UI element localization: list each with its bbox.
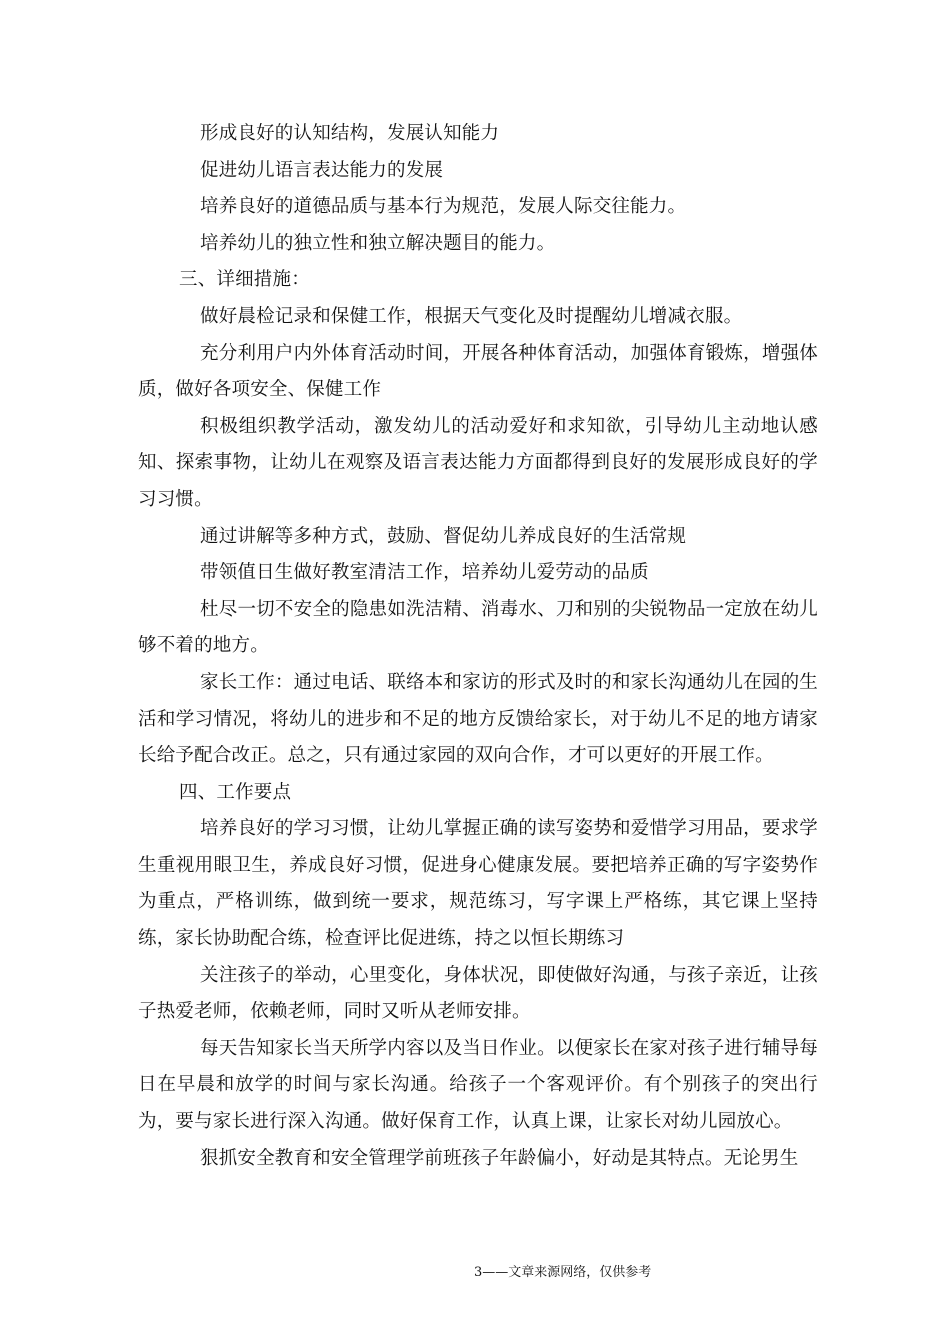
body-paragraph: 充分利用户内外体育活动时间，开展各种体育活动，加强体育锻炼，增强体质，做好各项安全、保健工作 [138, 342, 818, 401]
body-paragraph: 每天告知家长当天所学内容以及当日作业。以便家长在家对孩子进行辅导每日在早晨和放学的时间与家长沟通。给孩子一个客观评价。有个别孩子的突出行为，要与家长进行深入沟通。做好保育工作，认真上课，让家长对幼儿园放心。 [138, 1037, 818, 1133]
body-paragraph: 培养幼儿的独立性和独立解决题目的能力。 [200, 232, 556, 254]
body-paragraph: 杜尽一切不安全的隐患如洗洁精、消毒水、刀和别的尖锐物品一定放在幼儿够不着的地方。 [138, 598, 818, 657]
body-paragraph: 培养良好的道德品质与基本行为规范，发展人际交往能力。 [200, 196, 687, 218]
body-paragraph: 通过讲解等多种方式，鼓励、督促幼儿养成良好的生活常规 [200, 525, 687, 547]
section-heading: 三、详细措施： [179, 269, 310, 291]
body-paragraph: 家长工作：通过电话、联络本和家访的形式及时的和家长沟通幼儿在园的生活和学习情况，将幼儿的进步和不足的地方反馈给家长，对于幼儿不足的地方请家长给予配合改正。总之，只有通过家园的双向合作，才可以更好的开展工作。 [138, 671, 818, 767]
body-paragraph: 形成良好的认知结构，发展认知能力 [200, 123, 500, 144]
section-heading: 四、工作要点 [179, 781, 292, 803]
body-paragraph: 做好晨检记录和保健工作，根据天气变化及时提醒幼儿增减衣服。 [200, 305, 743, 327]
body-paragraph: 培养良好的学习习惯，让幼儿掌握正确的读写姿势和爱惜学习用品，要求学生重视用眼卫生，养成良好习惯，促进身心健康发展。要把培养正确的写字姿势作为重点，严格训练，做到统一要求，规范练习，写字课上严格练，其它课上坚持练，家长协助配合练，检查评比促进练，持之以恒长期练习 [138, 818, 818, 950]
body-paragraph: 带领值日生做好教室清洁工作，培养幼儿爱劳动的品质 [200, 562, 649, 584]
body-paragraph: 关注孩子的举动，心里变化，身体状况，即使做好沟通，与孩子亲近，让孩子热爱老师，依赖老师，同时又听从老师安排。 [138, 964, 818, 1023]
body-paragraph: 促进幼儿语言表达能力的发展 [200, 159, 444, 181]
page-footer: 3——文章来源网络，仅供参考 [474, 1265, 652, 1280]
body-paragraph: 积极组织教学活动，激发幼儿的活动爱好和求知欲，引导幼儿主动地认感知、探索事物，让幼儿在观察及语言表达能力方面都得到良好的发展形成良好的学习习惯。 [138, 415, 818, 510]
document-body [138, 116, 818, 1177]
body-paragraph: 狠抓安全教育和安全管理学前班孩子年龄偏小，好动是其特点。无论男生 [200, 1147, 799, 1169]
